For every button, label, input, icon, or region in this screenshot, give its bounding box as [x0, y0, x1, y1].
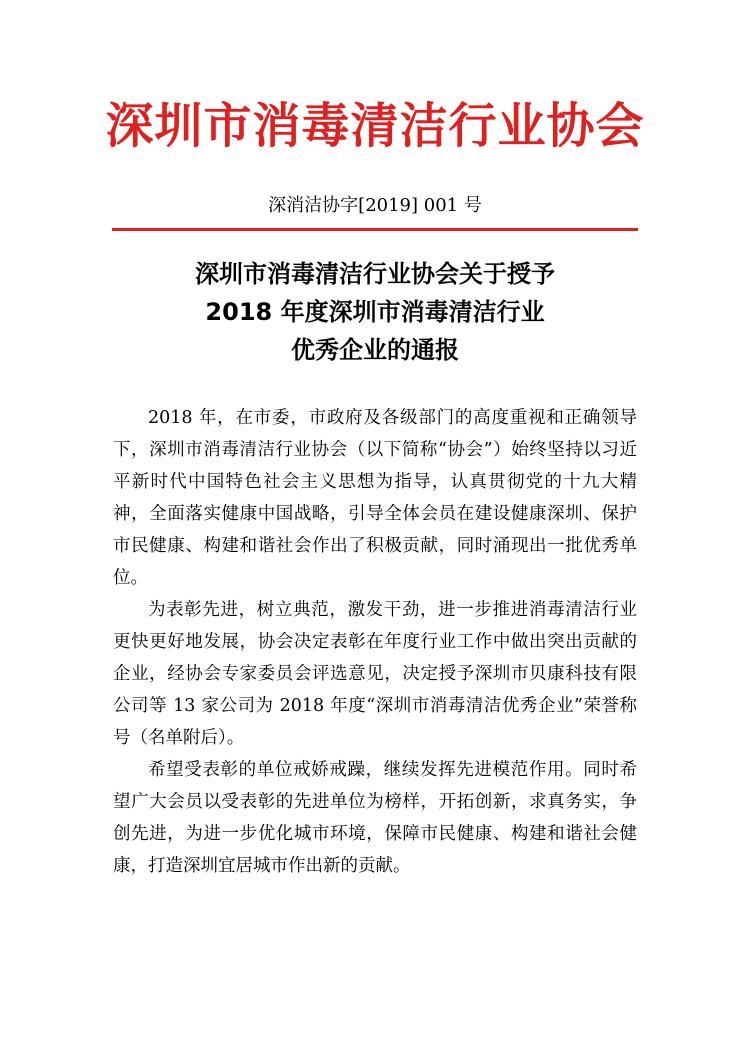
body-paragraph-3: 希望受表彰的单位戒娇戒躁，继续发挥先进模范作用。同时希望广大会员以受表彰的先进单位为榜样，开拓创新，求真务实，争创先进，为进一步优化城市环境，保障市民健康、构建和谐社会健康，打造深圳宜居城市作出新的贡献。 — [113, 760, 637, 876]
title-line-2: 2018 年度深圳市消毒清洁行业 — [205, 298, 545, 326]
red-divider-line — [112, 228, 638, 231]
document-title — [0, 255, 750, 369]
document-number: 深消洁协字[2019] 001 号 — [268, 195, 482, 216]
body-paragraph-1: 2018 年，在市委，市政府及各级部门的高度重视和正确领导下，深圳市消毒清洁行业协会（以下简称“协会”）始终坚持以习近平新时代中国特色社会主义思想为指导，认真贯彻党的十九大精神，全面落实健康中国战略，引导全体会员在建设健康深圳、保护市民健康、构建和谐社会作出了积极贡献，同时涌现出一批优秀单位。 — [113, 408, 637, 588]
body-paragraph-2: 为表彰先进，树立典范，激发干劲，进一步推进消毒清洁行业更快更好地发展，协会决定表彰在年度行业工作中做出突出贡献的企业，经协会专家委员会评选意见，决定授予深圳市贝康科技有限公司等 13 家公司为 2018 年度“深圳市消毒清洁优秀企业”荣誉称号（名单附后）。 — [113, 600, 637, 748]
organization-header: 深圳市消毒清洁行业协会 — [105, 98, 645, 154]
document-body — [113, 402, 637, 882]
title-line-3: 优秀企业的通报 — [291, 336, 459, 364]
title-line-1: 深圳市消毒清洁行业协会关于授予 — [195, 260, 555, 288]
